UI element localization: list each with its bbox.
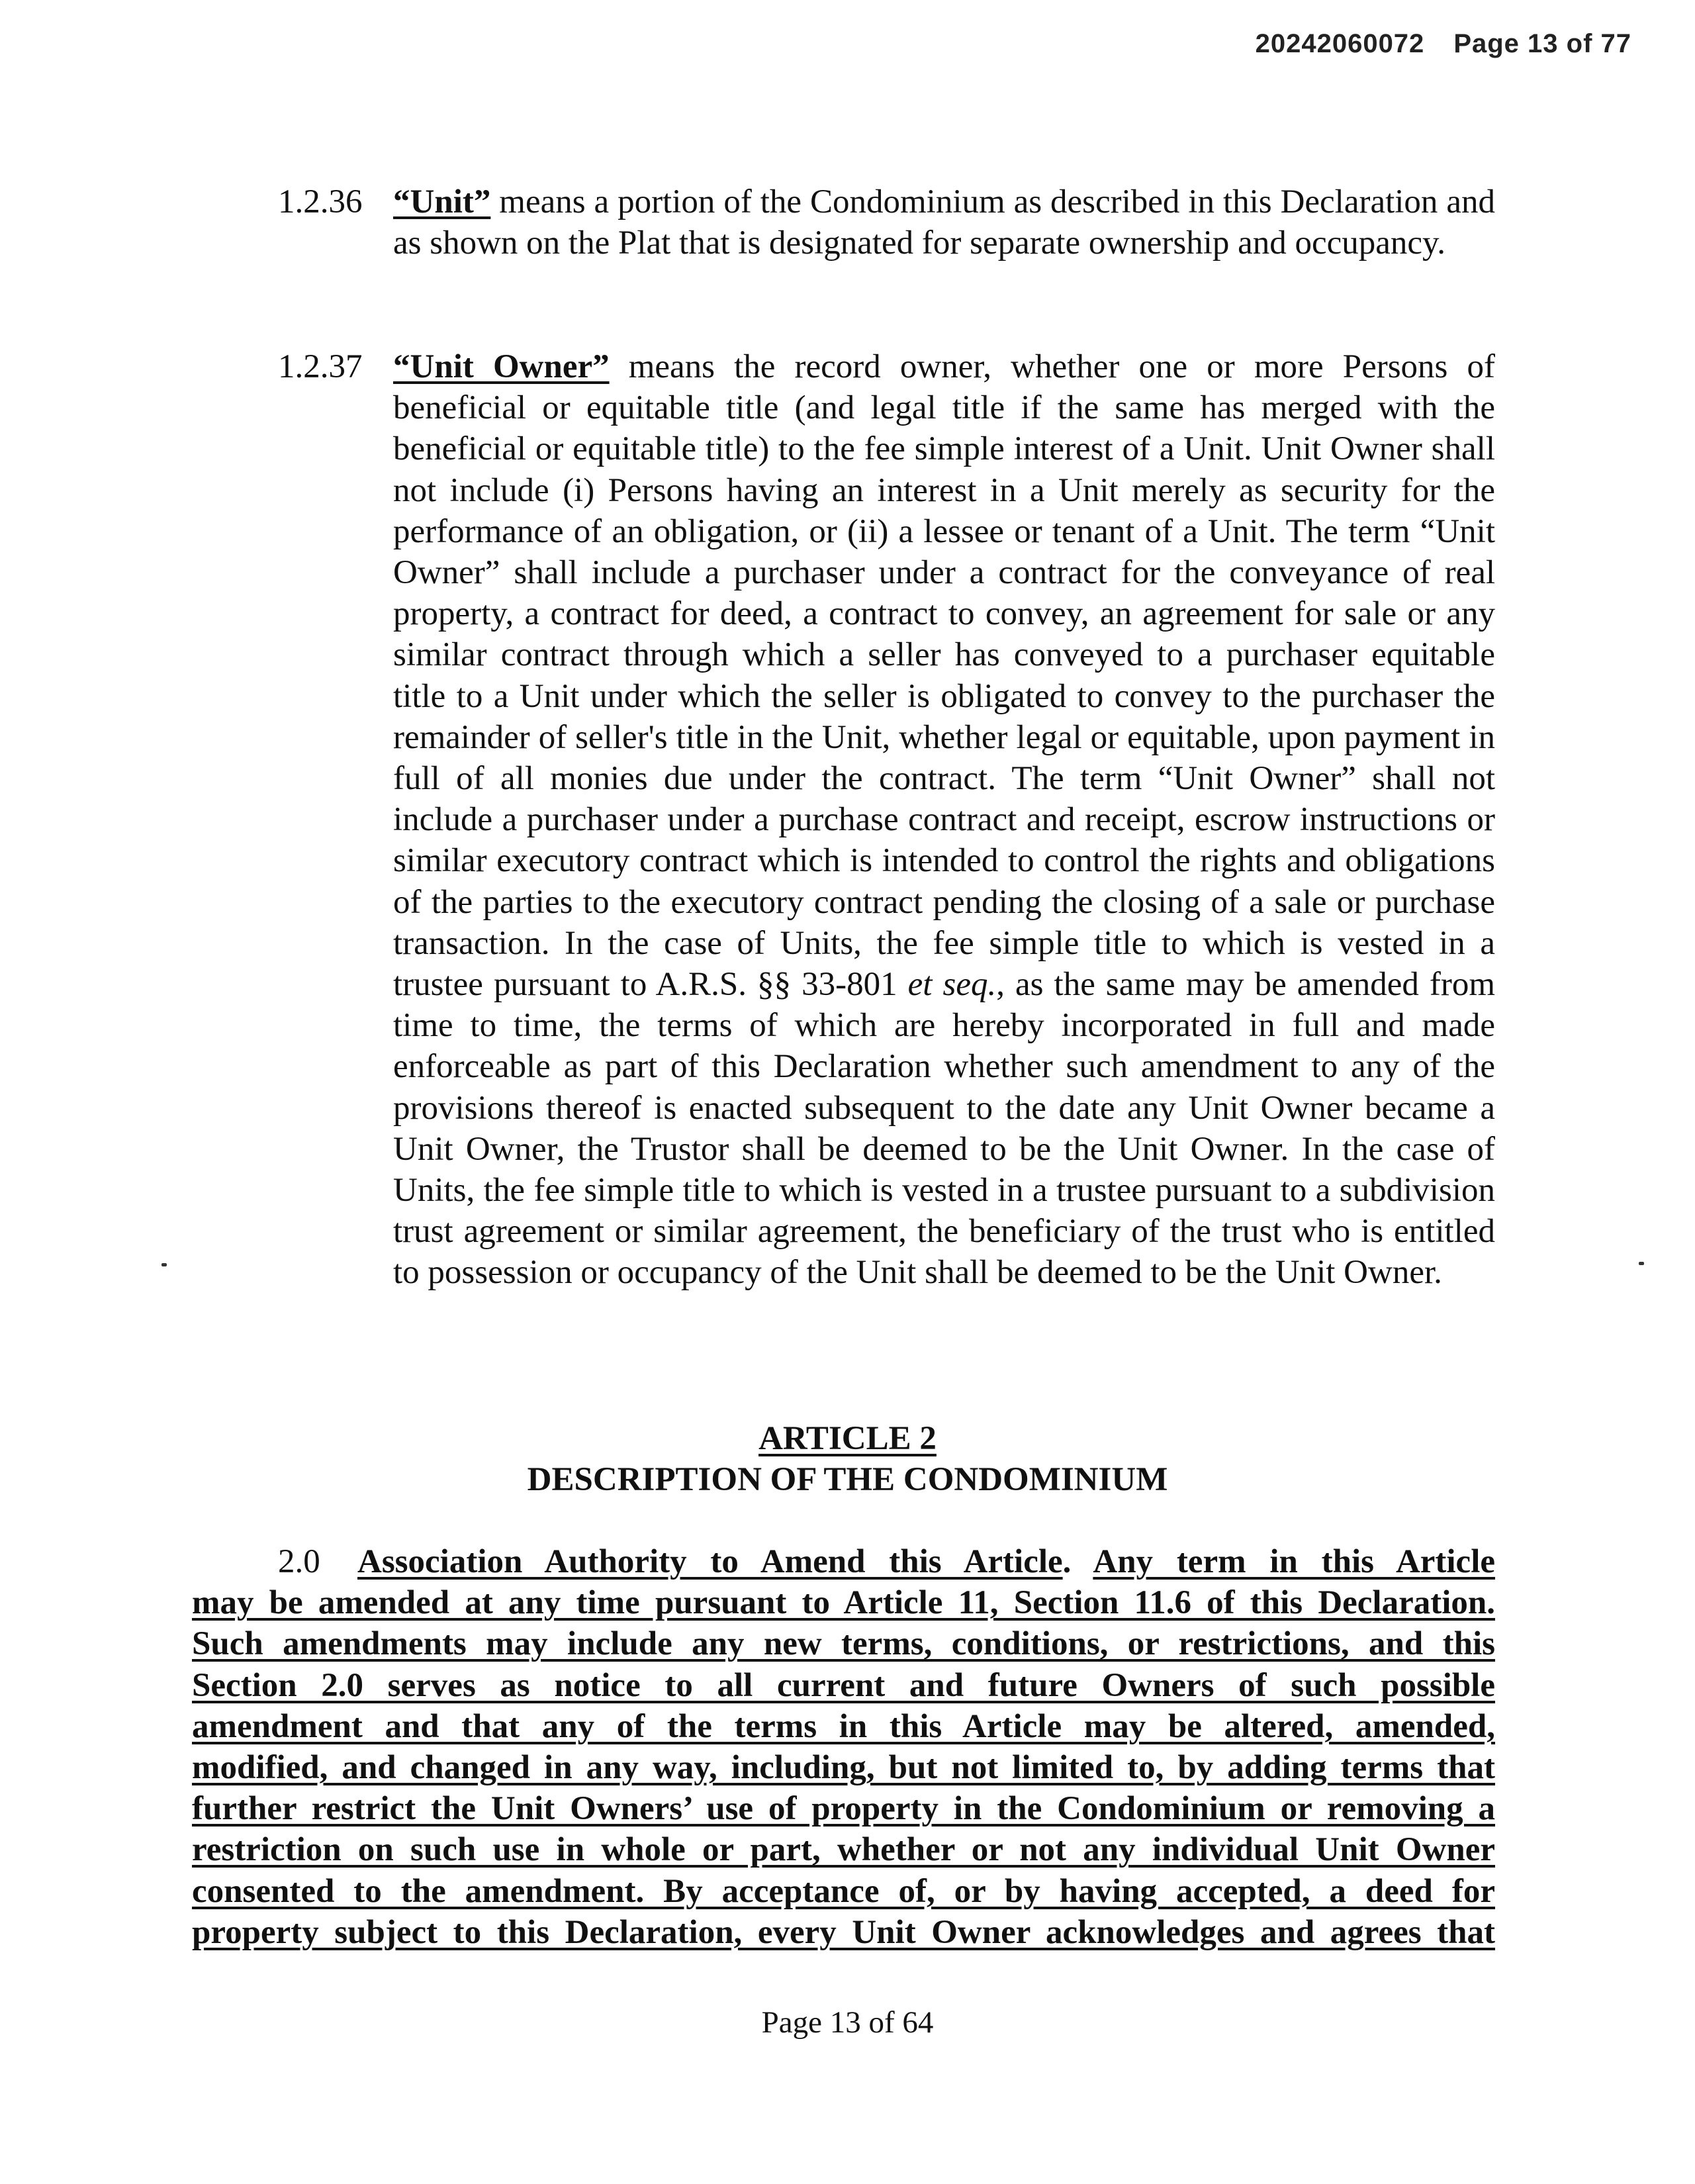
scan-speck [161,1263,167,1266]
article-title: DESCRIPTION OF THE CONDOMINIUM [527,1461,1168,1499]
section-2-0 [192,1541,1495,1953]
recording-header [1256,29,1631,59]
definition-text-part-b: , as the same may be amended from time to time, the terms of which are hereby incorporated in full and made enforceable as part of this Declaration whether such amendment to any of the provisions thereof is enacted subsequent to the date any Unit Owner became a Unit Owner, the Trustor shall be deemed to be the Unit Owner. In the case of Units, the fee simple title to which is vested in a trustee pursuant to a subdivision trust agreement or similar agreement, the beneficiary of the trust who is entitled to possession or occupancy of the Unit shall be deemed to be the Unit Owner. [393,966,1496,1292]
definition-unit [278,181,1495,263]
section-line: modified, and changed in any way, including, but not limited to, by adding terms that [192,1749,1495,1787]
article-number: ARTICLE 2 [758,1420,937,1457]
section-line: Such amendments may include any new terms, conditions, or restrictions, and this [192,1625,1495,1663]
section-number: 2.0 [278,1543,320,1580]
definition-text-italic: et seq. [907,966,997,1004]
recording-number: 20242060072 [1255,29,1425,58]
definition-number: 1.2.36 [278,183,363,220]
section-heading-period: . [1062,1543,1072,1580]
definition-text: means a portion of the Condominium as described in this Declaration and as shown on the Plat that is designated for separate ownership and occupancy. [393,183,1495,262]
section-line [192,1541,1495,1582]
section-line: consented to the amendment. By acceptance of, or by having accepted, a deed for [192,1872,1495,1910]
definition-text-part-a: means the record owner, whether one or more Persons of beneficial or equitable title (and legal title if the same has merged with the beneficial or equitable title) to the fee simple interest of a Unit. Unit Owner shall not include (i) Persons having an interest in a Unit merely as security for the performance of an obligation, or (ii) a lessee or tenant of a Unit. The term “Unit Owner” shall include a purchaser under a contract for the conveyance of real property, a contract for deed, a contract to convey, an agreement for sale or any similar contract through which a seller has conveyed to a purchaser equitable title to a Unit under which the seller is obligated to convey to the purchaser the remainder of seller's title in the Unit, whether legal or equitable, upon payment in full of all monies due under the contract. The term “Unit Owner” shall not include a purchaser under a purchase contract and receipt, escrow instructions or similar executory contract which is intended to control the rights and obligations of the parties to the executory contract pending the closing of a sale or purchase transaction. In the case of Units, the fee simple title to which is vested in a trustee pursuant to A.R.S. §§ 33-801 [393,348,1495,1004]
section-line: further restrict the Unit Owners’ use of property in the Condominium or removing a [192,1790,1495,1828]
definition-term: “Unit Owner” [393,348,610,385]
scan-speck [1639,1262,1644,1265]
section-line: may be amended at any time pursuant to Article 11, Section 11.6 of this Declaration. [192,1584,1495,1622]
definition-term: “Unit” [393,183,491,220]
definition-number: 1.2.37 [278,348,363,385]
section-line: restriction on such use in whole or part, whether or not any individual Unit Owner [192,1831,1495,1869]
section-line: property subject to this Declaration, every Unit Owner acknowledges and agrees that [192,1913,1495,1951]
section-line: amendment and that any of the terms in this Article may be altered, amended, [192,1707,1495,1745]
article-heading [0,1418,1695,1500]
definition-unit-owner [278,346,1495,1294]
section-heading: Association Authority to Amend this Article [357,1543,1063,1580]
recording-page-label: Page 13 of 77 [1453,29,1631,58]
section-text: Any term in this Article [1093,1543,1495,1580]
page-footer: Page 13 of 64 [761,2005,934,2040]
section-line: Section 2.0 serves as notice to all current and future Owners of such possible [192,1666,1495,1704]
